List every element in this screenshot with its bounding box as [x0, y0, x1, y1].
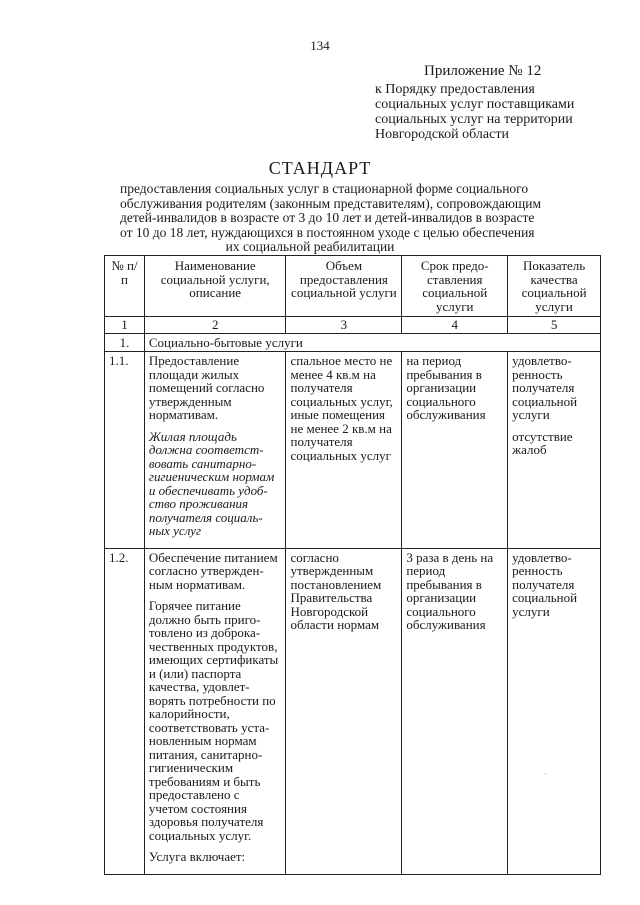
header-term: Срок предо-ставления социальной услуги [402, 256, 508, 317]
header-number: № п/п [105, 256, 145, 317]
description-line: детей-инвалидов в возрасте от 3 до 10 лет и детей-инвалидов в возрасте [120, 210, 535, 225]
table-header-row [105, 256, 601, 317]
column-number: 4 [402, 317, 508, 334]
description-line: их социальной реабилитации [225, 239, 395, 254]
row-volume: согласно утвержденным постановлением Правительства Новгородской области нормам [286, 548, 402, 874]
description-line: обслуживания родителям (законным представителям), сопровождающим [120, 195, 542, 211]
appendix-line: Новгородской области [375, 127, 509, 142]
stray-mark: ˎ [544, 764, 548, 775]
appendix-subtitle [375, 82, 615, 142]
table-row [105, 352, 601, 549]
description-paragraph: Горячее питание должно быть приго-товлено из доброка-чественных продуктов, имеющих сертификаты и (или) паспорта качества, удовлет-ворять потребности по калорийности, соответствовать уста-новленным нормам питания, санитарно-гигиеническим требованиям и быть предоставлено с учетом состояния здоровья получателя социальных услуг. [148, 598, 279, 843]
table-row [105, 548, 601, 874]
header-name: Наименование социальной услуги, описание [144, 256, 286, 317]
section-row [105, 333, 601, 352]
appendix-line: социальных услуг на территории [375, 112, 573, 127]
row-term: 3 раза в день на период пребывания в организации социального обслуживания [402, 548, 508, 874]
description-line: предоставления социальных услуг в стационарной форме социального [120, 181, 529, 196]
row-description [144, 548, 286, 874]
row-term: на период пребывания в организации социального обслуживания [402, 352, 508, 549]
document-description [120, 181, 542, 255]
row-number: 1.2. [105, 548, 145, 874]
description-line: от 10 до 18 лет, нуждающихся в постоянном уходе с целью обеспечения [120, 224, 535, 240]
description-paragraph: Жилая площадь должна соответст-вовать санитарно-гигиеническим нормам и обеспечивать удоб-ство проживания получателя социаль-ных услуг [148, 428, 275, 538]
appendix-line: к Порядку предоставления [375, 82, 535, 97]
header-quality: Показатель качества социальной услуги [508, 256, 601, 317]
quality-paragraph: отсутствие жалоб [512, 428, 573, 457]
column-number: 5 [508, 317, 601, 334]
header-volume: Объем предоставления социальной услуги [286, 256, 402, 317]
section-number: 1. [105, 333, 145, 352]
appendix-line: социальных услуг поставщиками [375, 97, 575, 112]
row-volume: спальное место не менее 4 кв.м на получателя социальных услуг, иные помещения не менее 2 кв.м на получателя социальных услуг [286, 352, 402, 549]
column-number-row [105, 317, 601, 334]
row-quality [508, 548, 601, 874]
document-title: СТАНДАРТ [268, 158, 372, 178]
quality-paragraph: удовлетво-ренность получателя социальной услуги [512, 353, 578, 422]
description-paragraph: Обеспечение питанием согласно утвержден-ным нормативам. [148, 549, 278, 592]
description-paragraph: Услуга включает: [148, 849, 246, 864]
column-number: 3 [286, 317, 402, 334]
row-number: 1.1. [105, 352, 145, 549]
appendix-title: Приложение № 12 [424, 63, 542, 79]
standard-table [104, 255, 601, 875]
column-number: 1 [105, 317, 145, 334]
column-number: 2 [144, 317, 286, 334]
quality-paragraph: удовлетво-ренность получателя социальной услуги [512, 549, 578, 619]
description-paragraph: Предоставление площади жилых помещений согласно утвержденным нормативам. [148, 353, 265, 422]
section-title: Социально-бытовые услуги [144, 333, 600, 352]
page-number: 134 [310, 38, 330, 53]
row-quality [508, 352, 601, 549]
row-description [144, 352, 286, 549]
